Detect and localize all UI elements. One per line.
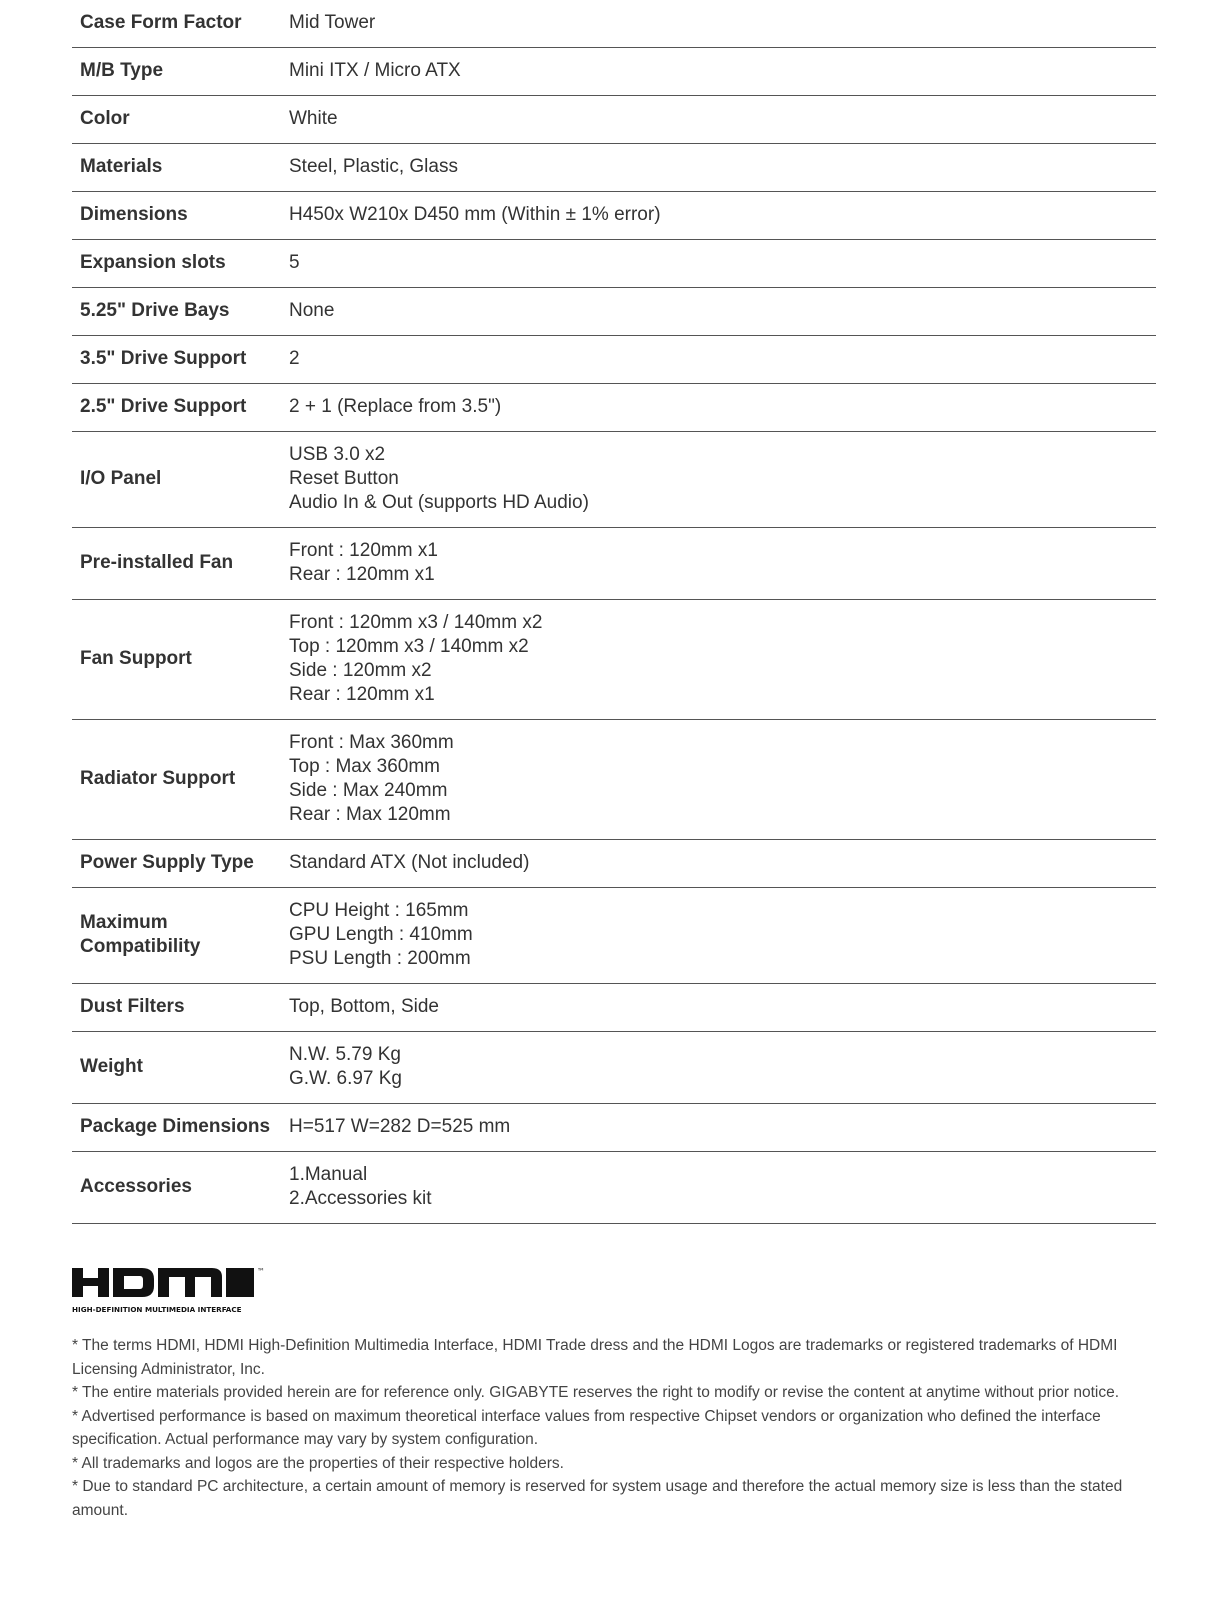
spec-label: Case Form Factor — [80, 12, 242, 33]
spec-value-line: Audio In & Out (supports HD Audio) — [289, 492, 589, 513]
spec-label: Materials — [80, 156, 163, 177]
spec-value-line: Front : 120mm x3 / 140mm x2 — [289, 612, 543, 633]
spec-value-line: Rear : 120mm x1 — [289, 564, 435, 585]
spec-label: M/B Type — [80, 60, 164, 81]
spec-value — [289, 288, 1156, 336]
footnote: * The entire materials provided herein are for reference only. GIGABYTE reserves the right to modify or revise the content at anytime without prior notice. — [72, 1384, 1120, 1401]
spec-value-line: Top : Max 360mm — [289, 756, 440, 777]
spec-row — [72, 888, 1156, 984]
spec-row — [72, 384, 1156, 432]
footnotes — [72, 1334, 1156, 1522]
spec-value-line: 2 — [289, 348, 300, 369]
hdmi-logo-graphic — [72, 1264, 272, 1316]
spec-page — [72, 0, 1156, 1522]
spec-value-line: 1.Manual — [289, 1164, 368, 1185]
spec-value-line: 2 + 1 (Replace from 3.5") — [289, 396, 502, 417]
spec-value-line: H450x W210x D450 mm (Within ± 1% error) — [289, 204, 661, 225]
spec-value-line: Rear : 120mm x1 — [289, 684, 435, 705]
spec-value — [289, 600, 1156, 720]
spec-value — [289, 888, 1156, 984]
spec-table-body — [72, 0, 1156, 1224]
hdmi-logo — [72, 1264, 1156, 1316]
spec-label: Power Supply Type — [80, 852, 254, 873]
spec-row — [72, 432, 1156, 528]
spec-label: Accessories — [80, 1176, 192, 1197]
spec-value-line: Mid Tower — [289, 12, 376, 33]
spec-value-line: Standard ATX (Not included) — [289, 852, 530, 873]
spec-value — [289, 1032, 1156, 1104]
spec-row — [72, 720, 1156, 840]
spec-label: 3.5" Drive Support — [80, 348, 247, 369]
spec-value-line: G.W. 6.97 Kg — [289, 1068, 402, 1089]
spec-value-line: Front : 120mm x1 — [289, 540, 438, 561]
spec-value — [289, 192, 1156, 240]
spec-label: Expansion slots — [80, 252, 226, 273]
hdmi-trademark: ™ — [257, 1267, 265, 1276]
spec-row — [72, 1104, 1156, 1152]
spec-label: 2.5" Drive Support — [80, 396, 247, 417]
spec-label: Dust Filters — [80, 996, 185, 1017]
spec-row — [72, 840, 1156, 888]
spec-value-line: Rear : Max 120mm — [289, 804, 451, 825]
spec-label: Dimensions — [80, 204, 188, 225]
spec-row — [72, 1032, 1156, 1104]
spec-value — [289, 0, 1156, 48]
spec-value-line: N.W. 5.79 Kg — [289, 1044, 401, 1065]
spec-row — [72, 0, 1156, 48]
spec-value-line: White — [289, 108, 338, 129]
spec-row — [72, 48, 1156, 96]
spec-value-line: Side : Max 240mm — [289, 780, 448, 801]
spec-value — [289, 240, 1156, 288]
spec-value-line: USB 3.0 x2 — [289, 444, 386, 465]
spec-value — [289, 840, 1156, 888]
spec-value-line: PSU Length : 200mm — [289, 948, 471, 969]
spec-value — [289, 384, 1156, 432]
spec-value — [289, 48, 1156, 96]
spec-label: I/O Panel — [80, 468, 162, 489]
spec-value-line: Front : Max 360mm — [289, 732, 454, 753]
spec-label: Fan Support — [80, 648, 192, 669]
footnote: * Due to standard PC architecture, a certain amount of memory is reserved for system usage and therefore the actual memory size is less than the stated amount. — [72, 1478, 1123, 1519]
footnote: * All trademarks and logos are the properties of their respective holders. — [72, 1454, 564, 1472]
footnote: * The terms HDMI, HDMI High-Definition Multimedia Interface, HDMI Trade dress and the HDMI Logos are trademarks or registered trademarks of HDMI Licensing Administrator, Inc. — [72, 1337, 1118, 1378]
spec-value-line: Side : 120mm x2 — [289, 660, 432, 681]
spec-row — [72, 96, 1156, 144]
spec-table — [72, 0, 1156, 1224]
spec-row — [72, 528, 1156, 600]
spec-row — [72, 240, 1156, 288]
spec-value-line: GPU Length : 410mm — [289, 924, 473, 945]
spec-value — [289, 528, 1156, 600]
spec-value-line: H=517 W=282 D=525 mm — [289, 1116, 511, 1137]
spec-value-line: Top, Bottom, Side — [289, 996, 439, 1017]
spec-value-line: Steel, Plastic, Glass — [289, 156, 458, 177]
spec-label: Maximum Compatibility — [80, 912, 201, 957]
spec-label: Package Dimensions — [80, 1116, 271, 1137]
spec-label: Pre-installed Fan — [80, 552, 234, 573]
spec-value — [289, 432, 1156, 528]
spec-value-line: None — [289, 300, 335, 321]
spec-row — [72, 144, 1156, 192]
spec-value-line: 2.Accessories kit — [289, 1188, 432, 1209]
spec-value — [289, 984, 1156, 1032]
spec-row — [72, 1152, 1156, 1224]
footnote: * Advertised performance is based on maximum theoretical interface values from respective Chipset vendors or organization who defined the interface specification. Actual performance may vary by system configuration. — [72, 1407, 1101, 1448]
spec-label: Weight — [80, 1056, 143, 1077]
spec-value-line: 5 — [289, 252, 300, 273]
spec-value — [289, 336, 1156, 384]
spec-value-line: Mini ITX / Micro ATX — [289, 60, 461, 81]
spec-value-line: Top : 120mm x3 / 140mm x2 — [289, 636, 529, 657]
spec-value — [289, 144, 1156, 192]
spec-row — [72, 600, 1156, 720]
spec-label: Color — [80, 108, 130, 129]
spec-value-line: Reset Button — [289, 468, 399, 489]
spec-value — [289, 1152, 1156, 1224]
spec-value — [289, 1104, 1156, 1152]
spec-row — [72, 984, 1156, 1032]
spec-value-line: CPU Height : 165mm — [289, 900, 469, 921]
hdmi-tagline: HIGH-DEFINITION MULTIMEDIA INTERFACE — [72, 1305, 242, 1314]
spec-value — [289, 720, 1156, 840]
spec-label: Radiator Support — [80, 768, 236, 789]
spec-row — [72, 192, 1156, 240]
spec-row — [72, 288, 1156, 336]
spec-row — [72, 336, 1156, 384]
spec-value — [289, 96, 1156, 144]
spec-label: 5.25" Drive Bays — [80, 300, 230, 321]
